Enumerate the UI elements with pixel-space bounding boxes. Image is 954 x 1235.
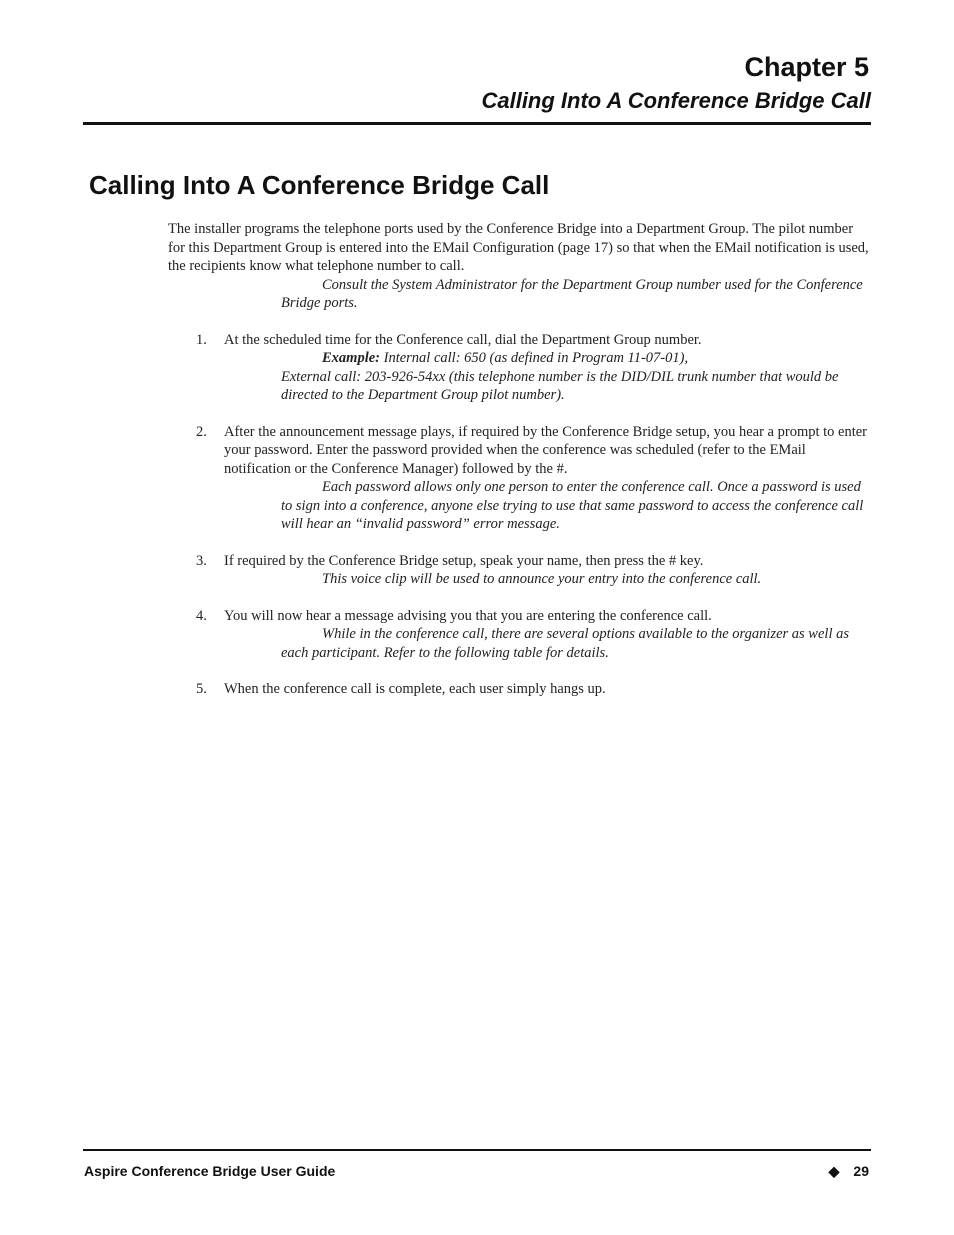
step-note: This voice clip will be used to announce your entry into the conference call. <box>322 571 762 587</box>
step-number: 4. <box>196 607 207 624</box>
note-text-continued: External call: 203-926-54xx (this telephone number is the DID/DIL trunk number that would be directed to the Department Group pilot number). <box>281 368 839 403</box>
page-number: 29 <box>853 1163 869 1179</box>
intro-note: Consult the System Administrator for the Department Group number used for the Conference Bridge ports. <box>281 276 863 311</box>
footer-guide-title: Aspire Conference Bridge User Guide <box>84 1163 336 1179</box>
footer-divider <box>83 1149 871 1151</box>
note-label: Example: <box>322 350 380 366</box>
step-note <box>281 349 870 405</box>
step-text: At the scheduled time for the Conference call, dial the Department Group number. <box>224 331 702 348</box>
step-number: 3. <box>196 552 207 569</box>
step-text: When the conference call is complete, each user simply hangs up. <box>224 681 606 697</box>
step-number: 2. <box>196 423 207 440</box>
footer-page-info <box>829 1163 869 1180</box>
step-item <box>168 552 870 589</box>
step-number: 5. <box>196 681 207 697</box>
chapter-heading: Chapter 5 <box>744 52 869 82</box>
step-number: 1. <box>196 331 207 348</box>
step-text: You will now hear a message advising you that you are entering the conference call. <box>224 607 712 624</box>
step-item <box>168 680 870 699</box>
diamond-icon: ◆ <box>828 1163 840 1179</box>
intro-paragraph: The installer programs the telephone ports used by the Conference Bridge into a Department Group. The pilot number for this Department Group is entered into the EMail Configuration (page 17) so that when the EMail notification is used, the recipients know what telephone number to call. <box>168 221 869 274</box>
steps-list <box>168 331 870 699</box>
body-content <box>168 220 870 717</box>
note-text: Internal call: 650 (as defined in Program 11-07-01), <box>380 350 689 366</box>
step-item <box>168 607 870 663</box>
chapter-subtitle: Calling Into A Conference Bridge Call <box>481 88 871 113</box>
step-item <box>168 423 870 534</box>
step-text: After the announcement message plays, if required by the Conference Bridge setup, you hear a prompt to enter your password. Enter the password provided when the conference was scheduled (refer to the EMail notification or the Conference Manager) followed by the #. <box>224 423 868 477</box>
step-note: Each password allows only one person to enter the conference call. Once a password is used to sign into a conference, anyone else trying to use that same password to access the conference call will hear an “invalid password” error message. <box>281 479 864 532</box>
step-note: While in the conference call, there are several options available to the organizer as well as each participant. Refer to the following table for details. <box>281 626 849 661</box>
step-text: If required by the Conference Bridge setup, speak your name, then press the # key. <box>224 552 704 569</box>
header-divider <box>83 122 871 125</box>
step-item <box>168 331 870 405</box>
section-title: Calling Into A Conference Bridge Call <box>89 170 550 200</box>
